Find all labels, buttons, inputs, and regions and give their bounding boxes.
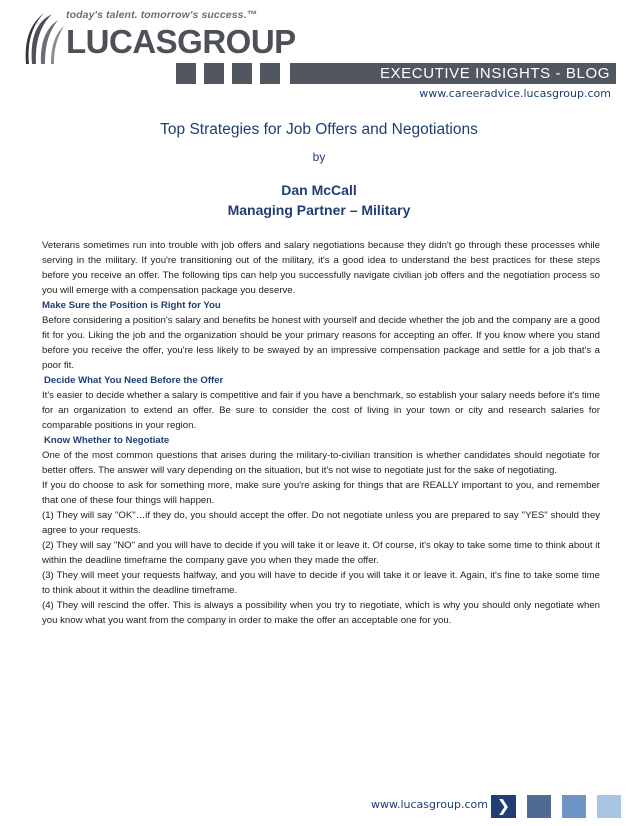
lucasgroup-logo-swoosh-icon <box>22 12 66 68</box>
header-decor-square <box>232 63 252 84</box>
header-url-link[interactable]: www.careeradvice.lucasgroup.com <box>419 87 611 100</box>
footer-decor-square <box>562 795 586 818</box>
list-item: (4) They will rescind the offer. This is always a possibility when you try to negotiate, which is why you should only negotiate when you know what you want from the company in order to make the offer an acceptable one for you. <box>42 600 600 626</box>
footer-decor-square <box>597 795 621 818</box>
intro-paragraph: Veterans sometimes run into trouble with job offers and salary negotiations because they didn't go through these processes while serving in the military. If you're transitioning out of the military, it's a good idea to understand the best practices for these steps before you receive an offer. The following tips can help you successfully navigate civilian job offers and the negotiation process so you will emerge with a compensation package you deserve. <box>42 240 600 296</box>
section-heading: Decide What You Need Before the Offer <box>44 375 224 386</box>
footer-url-link[interactable]: www.lucasgroup.com <box>371 798 488 811</box>
section-heading: Make Sure the Position is Right for You <box>42 300 221 311</box>
header-bar <box>290 63 616 84</box>
list-item: (3) They will meet your requests halfway, and you will have to decide if you will take it or leave it. Again, it's fine to take some time to think about it within the deadline timeframe. <box>42 570 600 596</box>
brand-name: LUCASGROUP <box>66 23 296 60</box>
article-body <box>42 238 600 628</box>
author-name: Dan McCall <box>281 182 357 198</box>
list-item: (2) They will say "NO" and you will have to decide if you will take it or leave it. Of course, it's okay to take some time to think about it within the deadline timeframe the company gave you when they made the offer. <box>42 540 600 566</box>
body-paragraph: It's easier to decide whether a salary is competitive and fair if you have a benchmark, so establish your salary needs before it's time for an organization to extend an offer. Be sure to consider the cost of living in your town or city and research salaries for comparable positions in your region. <box>42 390 600 431</box>
body-paragraph: If you do choose to ask for something more, make sure you're asking for things that are REALLY important to you, and remember that one of these four things will happen. <box>42 480 600 506</box>
header-decor-square <box>204 63 224 84</box>
header-decor-square <box>260 63 280 84</box>
section-title: EXECUTIVE INSIGHTS - BLOG <box>379 65 610 82</box>
article-byline: by <box>312 150 326 164</box>
footer-decor-square <box>527 795 551 818</box>
chevron-right-icon[interactable]: ❯ <box>491 795 516 818</box>
author-title: Managing Partner – Military <box>227 202 411 218</box>
brand-tagline: today's talent. tomorrow's success.™ <box>66 9 258 21</box>
section-heading: Know Whether to Negotiate <box>44 435 170 446</box>
header-decor-square <box>176 63 196 84</box>
article-title: Top Strategies for Job Offers and Negotiations <box>160 121 478 138</box>
body-paragraph: One of the most common questions that arises during the military-to-civilian transition is whether candidates should negotiate for better offers. The answer will vary depending on the situation, but it's not wise to negotiate just for the sake of negotiating. <box>42 450 600 476</box>
body-paragraph: Before considering a position's salary and benefits be honest with yourself and decide whether the job and the company are a good fit for you. Liking the job and the organization should be your primary reasons for accepting an offer. If you know where you stand before you receive the offer, you're less likely to be swayed by an impressive compensation package and settle for a job that's a poor fit. <box>42 315 600 371</box>
list-item: (1) They will say "OK"…if they do, you should accept the offer. Do not negotiate unless you are prepared to say "YES" should they agree to your requests. <box>42 510 600 536</box>
